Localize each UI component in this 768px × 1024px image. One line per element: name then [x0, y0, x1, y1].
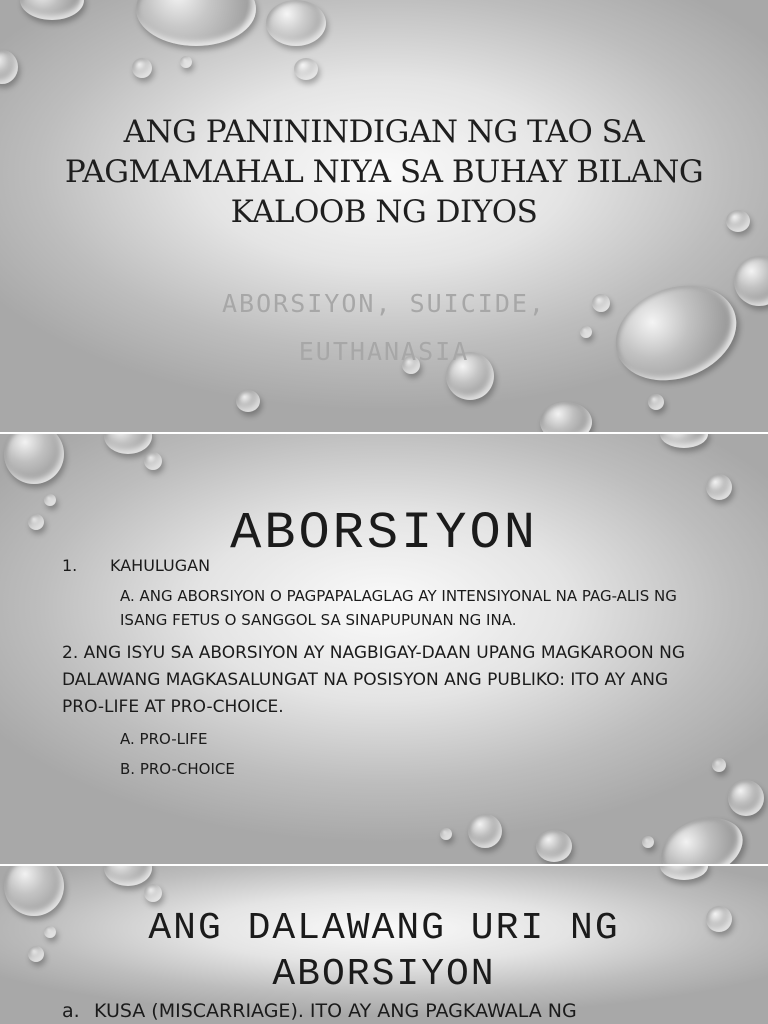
slide-1-subtitle: ABORSIYON, SUICIDE, EUTHANASIA [222, 289, 546, 366]
water-drop-decoration [180, 56, 192, 68]
water-drop-decoration [266, 0, 326, 46]
list-item-text: KUSA (MISCARRIAGE). ITO AY ANG PAGKAWALA NG [94, 1000, 577, 1022]
water-drop-decoration [642, 836, 654, 848]
slide-3-body [62, 1000, 742, 1022]
water-drop-decoration [648, 394, 664, 410]
water-drop-decoration [20, 0, 84, 20]
slide-3 [0, 866, 768, 1024]
water-drop-decoration [734, 256, 768, 306]
list-item-2: 2. ANG ISYU SA ABORSIYON AY NAGBIGAY-DAAN UPANG MAGKAROON NG DALAWANG MAGKASALUNGAT NA POSISYON ANG PUBLIKO: ITO AY ANG PRO-LIFE AT PRO-CHOICE. [62, 643, 686, 717]
water-drop-decoration [728, 780, 764, 816]
water-drop-decoration [536, 830, 572, 862]
list-item-label: KAHULUGAN [110, 556, 211, 575]
list-item [62, 554, 702, 578]
water-drop-decoration [660, 434, 708, 448]
water-drop-decoration [468, 814, 502, 848]
water-drop-decoration [726, 210, 750, 232]
water-drop-decoration [712, 758, 726, 772]
water-drop-decoration [540, 402, 592, 432]
option-pro-choice: B. PRO-CHOICE [120, 760, 235, 778]
water-drop-decoration [440, 828, 452, 840]
water-drop-decoration [653, 807, 751, 864]
water-drop-decoration [144, 884, 162, 902]
list-number: 1. [62, 556, 78, 575]
water-drop-decoration [236, 390, 260, 412]
slide-1-title: ANG PANININDIGAN NG TAO SA PAGMAMAHAL NIYA SA BUHAY BILANG KALOOB NG DIYOS [64, 114, 704, 230]
water-drop-decoration [104, 866, 152, 886]
sub-item-definition: A. ANG ABORSIYON O PAGPAPALAGLAG AY INTENSIYONAL NA PAG-ALIS NG ISANG FETUS O SANGGOL SA SINAPUPUNAN NG INA. [120, 587, 677, 629]
slide-3-title: ANG DALAWANG URI NG ABORSIYON [148, 907, 620, 996]
slide-2-body [62, 554, 702, 781]
water-drop-decoration [136, 0, 256, 46]
slide-1 [0, 0, 768, 432]
slide-2-title: ABORSIYON [230, 504, 538, 563]
water-drop-decoration [294, 58, 318, 80]
water-drop-decoration [132, 58, 152, 78]
option-pro-life: A. PRO-LIFE [120, 730, 208, 748]
water-drop-decoration [144, 452, 162, 470]
slide-2 [0, 434, 768, 864]
list-label: a. [62, 1000, 80, 1022]
water-drop-decoration [706, 474, 732, 500]
water-drop-decoration [104, 434, 152, 454]
water-drop-decoration [0, 50, 18, 84]
water-drop-decoration [660, 866, 708, 880]
water-drop-decoration [4, 434, 64, 484]
